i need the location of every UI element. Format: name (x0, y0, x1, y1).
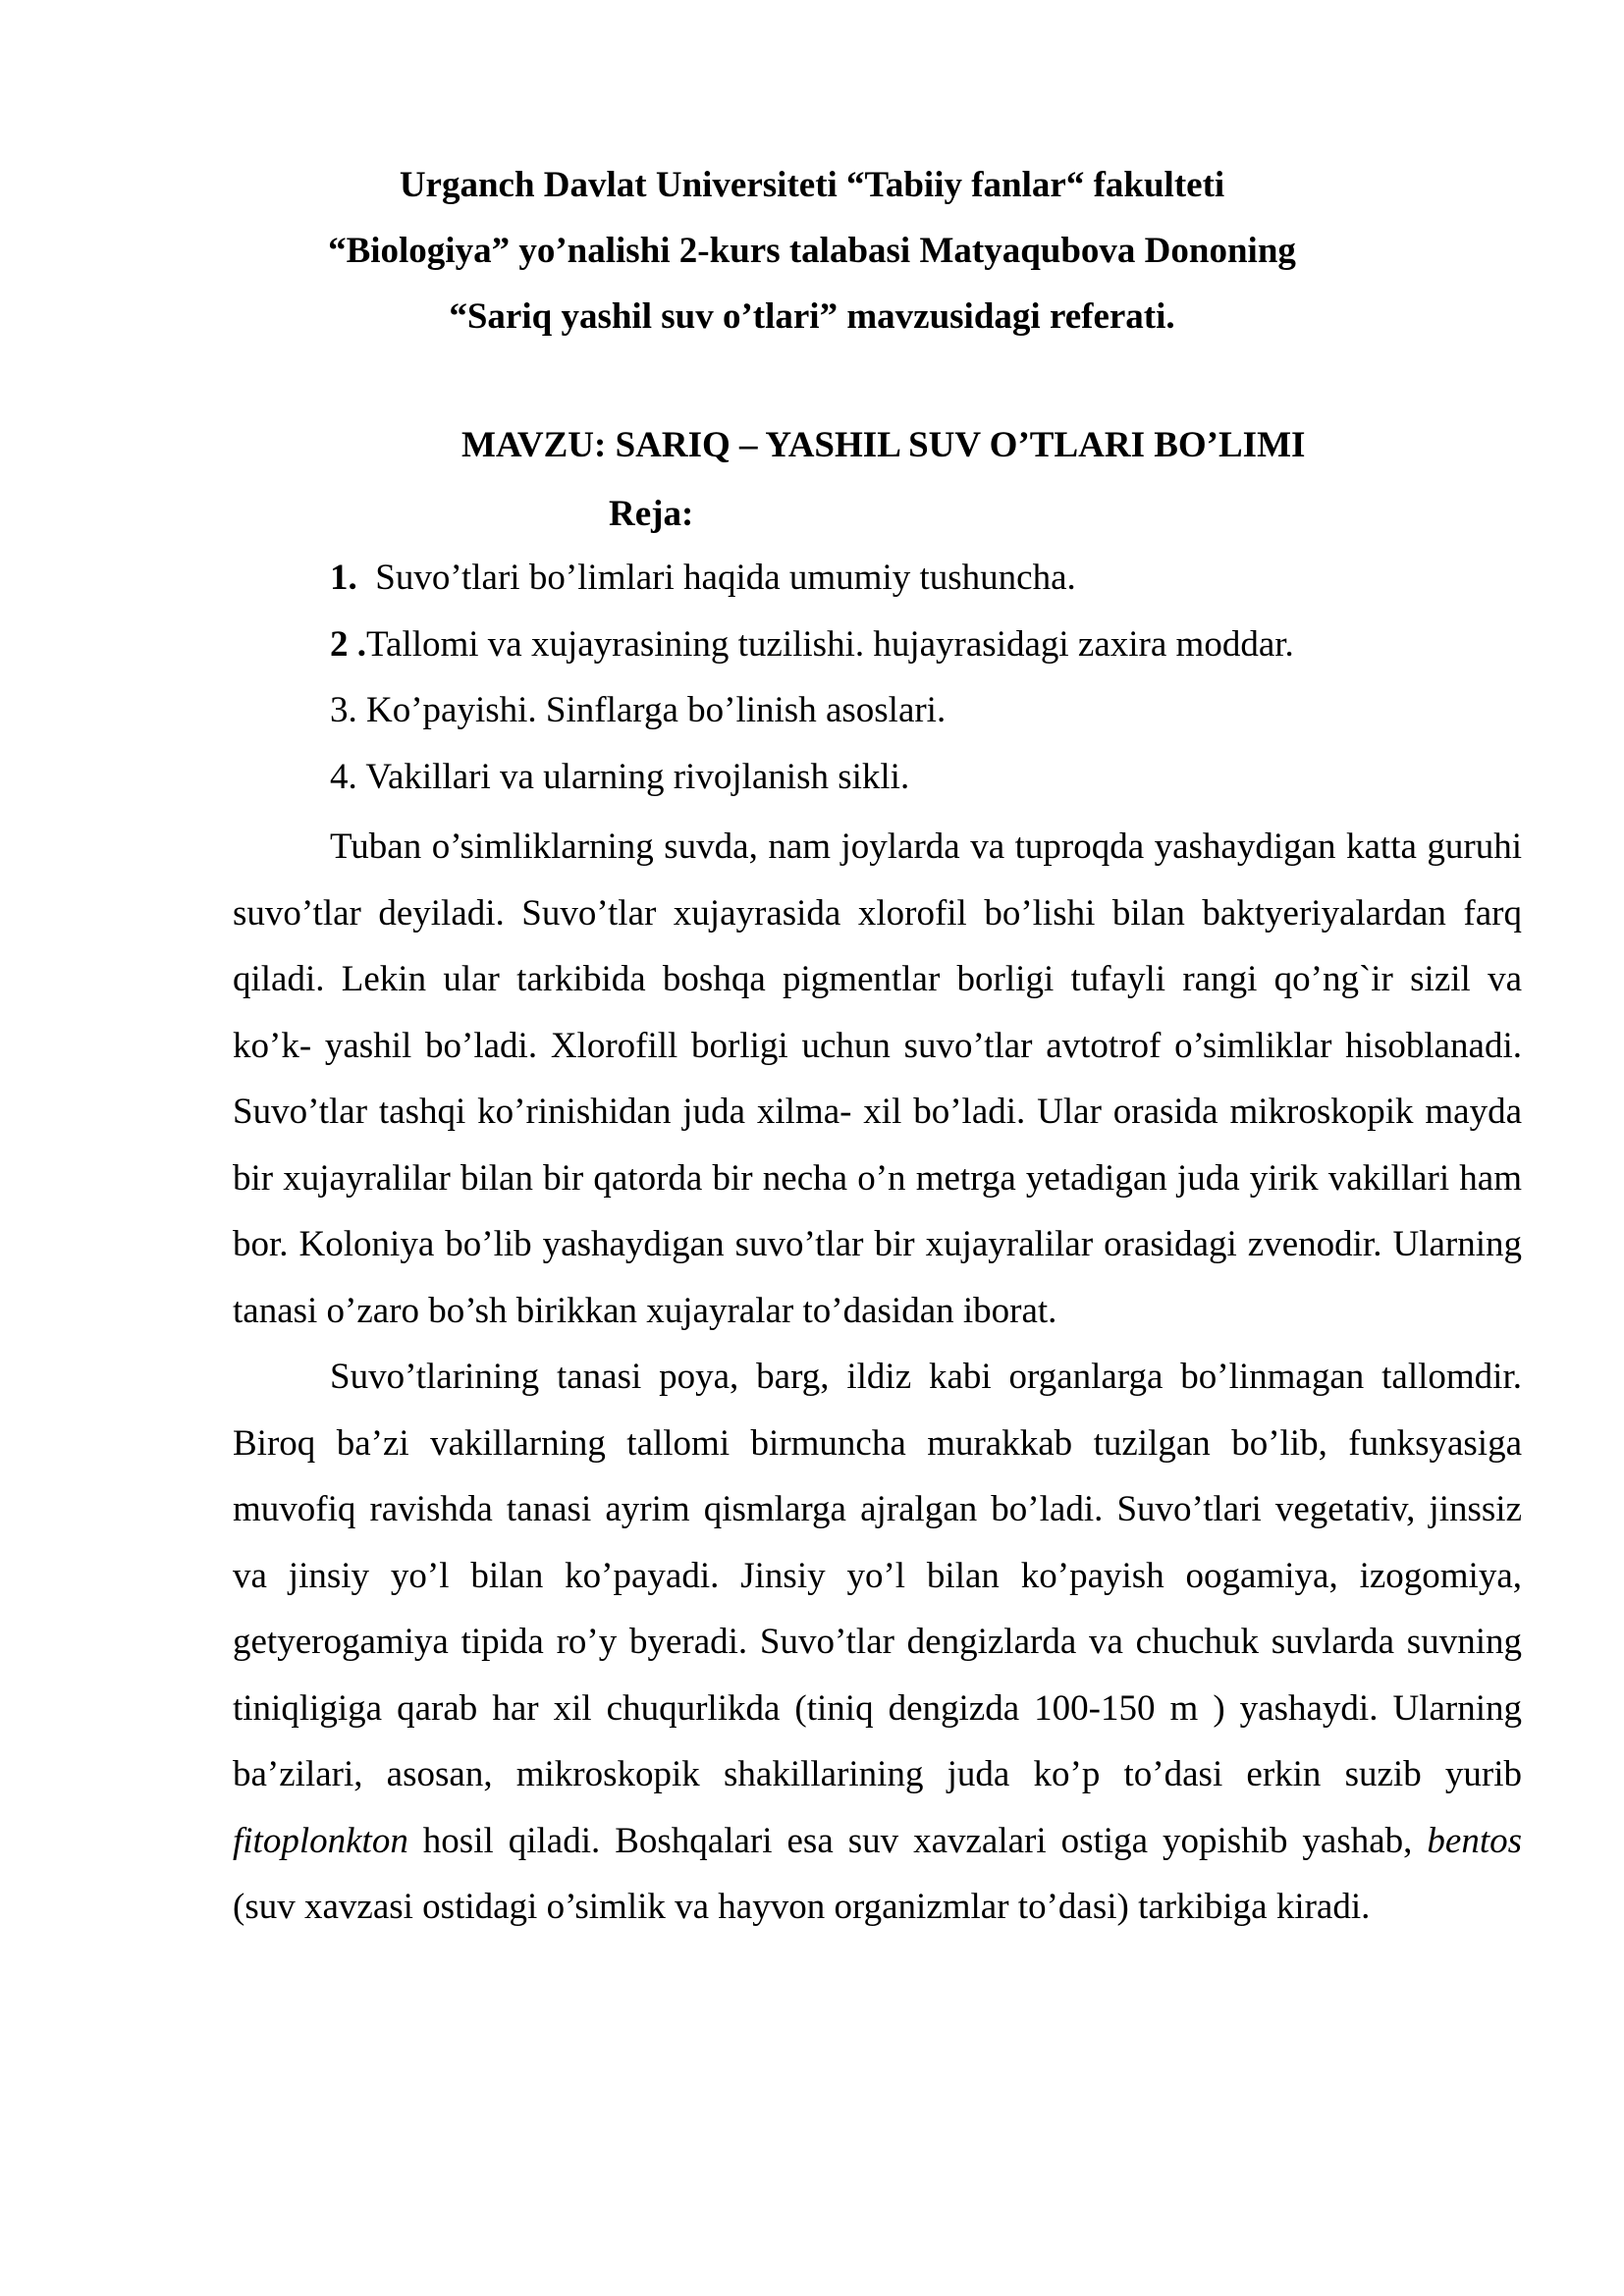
plan-heading: Reja: (609, 494, 694, 534)
paragraph-intro: Tuban o’simliklarning suvda, nam joylarda va tuproqda yashaydigan katta guruhi suvo’tlar deyiladi. Suvo’tlar xujayrasida xlorofil bo’lishi bilan baktyeriyalardan farq qiladi. Lekin ular tarkibida boshqa pigmentlar borligi tufayli rangi qo’ng`ir sizil va ko’k- yashil bo’ladi. Xlorofill borligi uchun suvo’tlar avtotrof o’simliklar hisoblanadi. Suvo’tlar tashqi ko’rinishidan juda xilma- xil bo’ladi. Ular orasida mikroskopik mayda bir xujayralilar bilan bir qatorda bir necha o’n metrga yetadigan juda yirik vakillari ham bor. Koloniya bo’lib yashaydigan suvo’tlar bir xujayralilar orasidagi zvenodir. Ularning tanasi o’zaro bo’sh birikkan xujayralar to’dasidan iborat. (233, 827, 1522, 1331)
header-student-line: “Biologiya” yo’nalishi 2-kurs talabasi Matyaqubova Dononing (328, 231, 1296, 271)
plan-item-text: Suvo’tlari bo’limlari haqida umumiy tushuncha. (356, 558, 1076, 598)
paragraph-text: (suv xavzasi ostidagi o’simlik va hayvon organizmlar to’dasi) tarkibiga kiradi. (233, 1887, 1371, 1927)
plan-item (330, 612, 1294, 678)
paragraph-text: hosil qiladi. Boshqalari esa suv xavzalari ostiga yopishib yashab, (407, 1820, 1428, 1861)
paragraph-thallus (233, 1344, 1522, 1941)
document-header (0, 152, 1624, 349)
header-referat-line: “Sariq yashil suv o’tlari” mavzusidagi referati. (449, 296, 1175, 337)
plan-item-number: 4. (330, 756, 357, 797)
body-text (233, 814, 1522, 1941)
plan-item-text: Vakillari va ularning rivojlanish sikli. (356, 756, 910, 797)
plan-item-number: 3. (330, 690, 357, 730)
plan-item-number: 1. (330, 558, 357, 598)
plan-list (330, 545, 1294, 810)
topic-title: MAVZU: SARIQ – YASHIL SUV O’TLARI BO’LIMI (461, 425, 1306, 465)
header-university-line: Urganch Davlat Universiteti “Tabiiy fanlar“ fakulteti (399, 165, 1225, 205)
plan-item-text: Ko’payishi. Sinflarga bo’linish asoslari. (356, 690, 947, 730)
paragraph-text: Suvo’tlarining tanasi poya, barg, ildiz kabi organlarga bo’linmagan tallomdir. Biroq ba’zi vakillarning tallomi birmuncha murakkab tuzilgan bo’lib, funksyasiga muvofiq ravishda tanasi ayrim qismlarga ajralgan bo’ladi. Suvo’tlari vegetativ, jinssiz va jinsiy yo’l bilan ko’payadi. Jinsiy yo’l bilan ko’payish oogamiya, izogomiya, getyerogamiya tipida ro’y byeradi. Suvo’tlar dengizlarda va chuchuk suvlarda suvning tiniqligiga qarab har xil chuqurlikda (tiniq dengizda 100-150 m ) yashaydi. Ularning ba’zilari, asosan, mikroskopik shakillarining juda ko’p to’dasi erkin suzib yurib (233, 1357, 1522, 1794)
plan-item-text: Tallomi va xujayrasining tuzilishi. hujayrasidagi zaxira moddar. (366, 623, 1294, 665)
term-bentos: bentos (1427, 1820, 1522, 1861)
plan-item (330, 677, 1294, 744)
plan-item-number: 2 . (330, 623, 366, 665)
plan-item (330, 744, 1294, 811)
term-fitoplonkton: fitoplonkton (233, 1820, 408, 1861)
plan-item (330, 545, 1294, 612)
